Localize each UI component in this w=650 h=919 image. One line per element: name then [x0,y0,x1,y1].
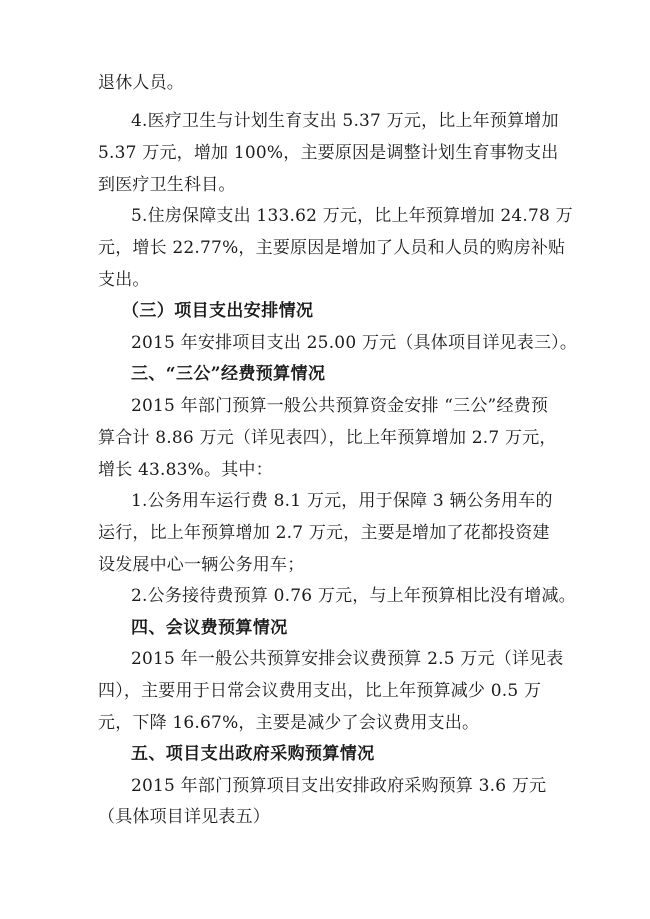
medical-expense-line-3: 到医疗卫生科目。 [98,175,236,195]
heading-project-expense: （三）项目支出安排情况 [122,301,314,321]
three-public-line-2: 算合计 8.86 万元（详见表四），比上年预算增加 2.7 万元， [98,428,557,448]
housing-expense-line-1: 5.住房保障支出 133.62 万元，比上年预算增加 24.78 万 [131,206,573,226]
meeting-text-line-1: 2015 年一般公共预算安排会议费预算 2.5 万元（详见表 [131,649,564,669]
project-expense-line: 2015 年安排项目支出 25.00 万元（具体项目详见表三）。 [131,333,578,353]
three-public-line-3: 增长 43.83%。其中： [98,460,273,480]
vehicle-cost-line-3: 设发展中心一辆公务用车； [98,555,305,575]
heading-three-public: 三、“三公”经费预算情况 [131,364,326,384]
heading-procurement: 五、项目支出政府采购预算情况 [131,744,375,764]
medical-expense-line-2: 5.37 万元，增加 100%，主要原因是调整计划生育事物支出 [98,143,559,163]
vehicle-cost-line-2: 运行，比上年预算增加 2.7 万元，主要是增加了花都投资建 [98,523,550,543]
procurement-text-line-1: 2015 年部门预算项目支出安排政府采购预算 3.6 万元 [131,776,547,796]
housing-expense-line-3: 支出。 [98,270,150,290]
retiree-text-line: 退休人员。 [98,73,184,93]
housing-expense-line-2: 元，增长 22.77%，主要原因是增加了人员和人员的购房补贴 [98,238,566,258]
three-public-line-1: 2015 年部门预算一般公共预算资金安排 “三公”经费预 [131,396,549,416]
meeting-text-line-2: 四），主要用于日常会议费用支出，比上年预算减少 0.5 万 [98,681,542,701]
vehicle-cost-line-1: 1.公务用车运行费 8.1 万元，用于保障 3 辆公务用车的 [131,491,553,511]
procurement-text-line-2: （具体项目详见表五） [98,807,270,827]
meeting-text-line-3: 元，下降 16.67%，主要是减少了会议费用支出。 [98,713,480,733]
reception-cost-line: 2.公务接待费预算 0.76 万元，与上年预算相比没有增减。 [131,586,576,606]
medical-expense-line-1: 4.医疗卫生与计划生育支出 5.37 万元，比上年预算增加 [131,111,559,131]
heading-meeting: 四、会议费预算情况 [131,618,288,638]
